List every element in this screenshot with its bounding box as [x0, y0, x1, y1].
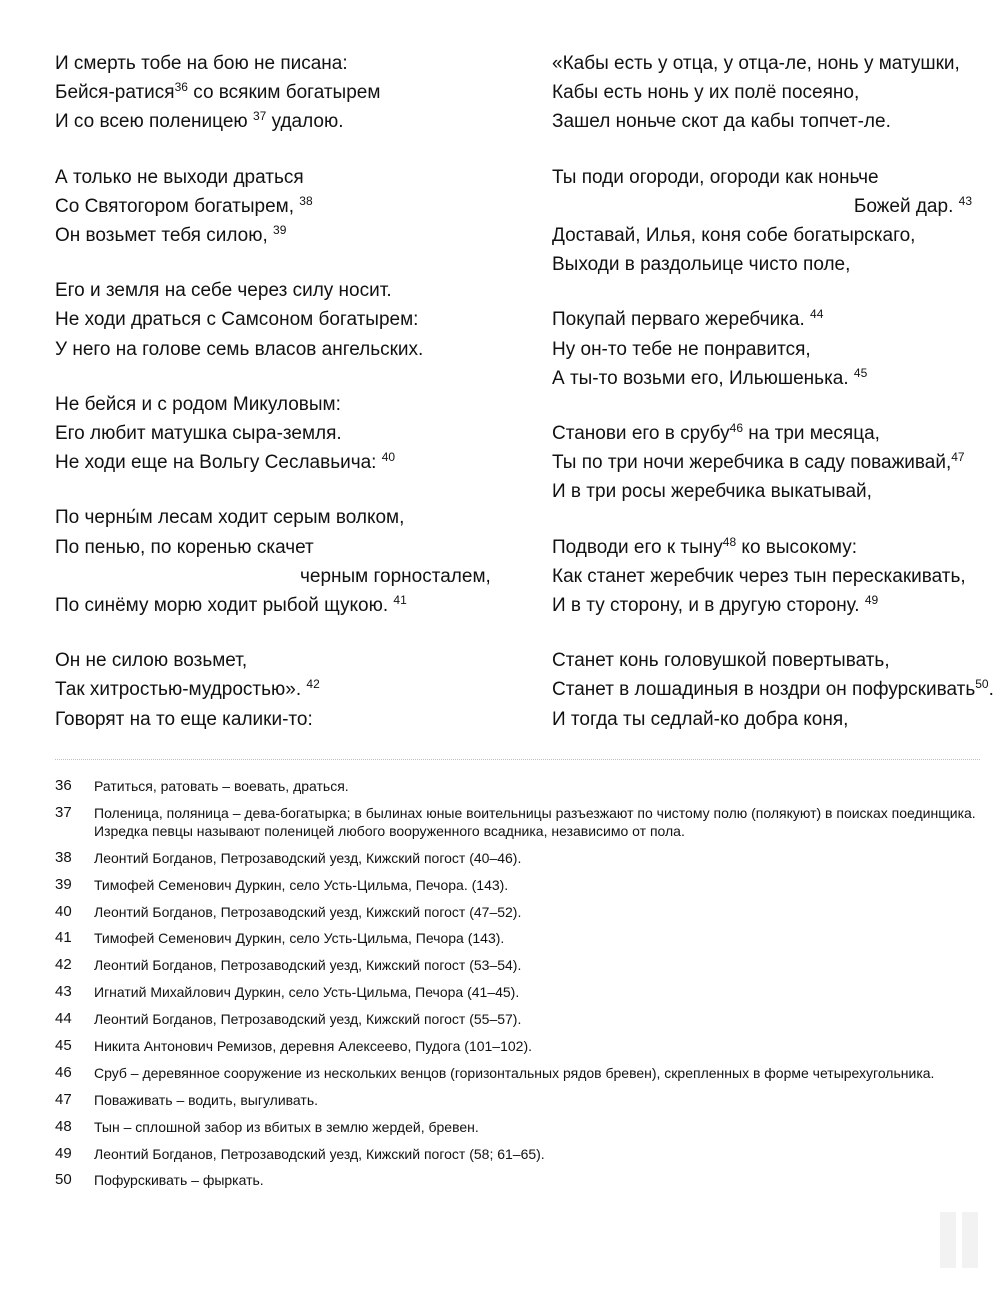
verse-line: [55, 448, 495, 477]
footnote-text: Пофурскивать – фыркать.: [94, 1172, 264, 1189]
stanza: [55, 646, 495, 734]
verse-text: Бейся-ратися: [55, 82, 175, 104]
verse-text: Он не силою возьмет,: [55, 650, 248, 672]
footnote-text: Тимофей Семенович Дуркин, село Усть-Цильма, Печора (143).: [94, 930, 505, 947]
verse-text: Кабы есть нонь у их полё посеяно,: [552, 82, 860, 104]
verse-line: [552, 107, 972, 136]
footnote-ref: 44: [810, 307, 824, 322]
footnote-number: 49: [55, 1144, 72, 1162]
verse-text: Станет в лошадиныя в ноздри он пофурскивать: [552, 679, 976, 701]
footnote-number: 38: [55, 848, 72, 866]
footnote: [55, 903, 985, 921]
footnote-number: 42: [55, 956, 72, 974]
verse-text: Ты по три ночи жеребчика в саду поваживай,: [552, 452, 952, 474]
footnote-text: Тимофей Семенович Дуркин, село Усть-Цильма, Печора. (143).: [94, 876, 509, 893]
stanza: [552, 533, 972, 621]
verse-text: Станови его в срубу: [552, 423, 730, 445]
footnote-ref: 36: [174, 80, 188, 95]
footnotes: [55, 777, 985, 1198]
verse-line: [552, 646, 972, 675]
verse-text: Не ходи драться с Самсоном богатырем:: [55, 309, 419, 331]
verse-text: Как станет жеребчик через тын перескакивать,: [552, 565, 966, 587]
stanza: [552, 305, 972, 393]
verse-line: [55, 305, 495, 334]
footnote-number: 46: [55, 1063, 72, 1081]
verse-line: [55, 646, 495, 675]
footnote: [55, 1010, 985, 1028]
verse-line: [55, 503, 495, 532]
footnote-number: 40: [55, 902, 72, 920]
footnote: [55, 849, 985, 867]
verse-line: [55, 562, 495, 591]
verse-text: Станет конь головушкой повертывать,: [552, 650, 890, 672]
verse-text: Зашел ноньче скот да кабы топчет-ле.: [552, 111, 891, 133]
footnote-ref: 47: [951, 450, 965, 465]
footnote-text: Поленица, поляница – дева-богатырка; в былинах юные воительницы разъезжают по чистому полю (полякуют) в поисках поединщика. Изредка певцы называют поленицей любого вооруженного всадника, независимо от пола.: [94, 804, 976, 839]
footnote-number: 47: [55, 1090, 72, 1108]
verse-text: Говорят на то еще калики-то:: [55, 708, 313, 730]
footnote-ref: 41: [393, 593, 407, 608]
verse-line: [552, 221, 972, 250]
verse-line: [55, 390, 495, 419]
verse-text: Его любит матушка сыра-земля.: [55, 423, 342, 445]
footnote: [55, 777, 985, 795]
verse-line: [55, 335, 495, 364]
verse-line: [55, 591, 495, 620]
verse-line: [552, 335, 972, 364]
verse-line: [552, 419, 972, 448]
footnote-text: Леонтий Богданов, Петрозаводский уезд, Кижский погост (47–52).: [94, 903, 522, 920]
footnote-number: 41: [55, 929, 72, 947]
verse-text: И тогда ты седлай-ко добра коня,: [552, 708, 849, 730]
footnote: [55, 1064, 985, 1082]
verse-line: [55, 192, 495, 221]
verse-line: [55, 675, 495, 704]
verse-text: Он возьмет тебя силою,: [55, 225, 274, 247]
verse-text: Не ходи еще на Вольгу Сеславьича:: [55, 452, 382, 474]
verse-line: [552, 305, 972, 334]
footnote-number: 36: [55, 777, 72, 794]
verse-line: [55, 276, 495, 305]
verse-text: Не бейся и с родом Микуловым:: [55, 393, 341, 415]
verse-text: Так хитростью-мудростью».: [55, 679, 307, 701]
verse-line: [552, 591, 972, 620]
verse-text: удалою.: [266, 111, 344, 133]
footnote: [55, 804, 985, 840]
verse-text: Подводи его к тыну: [552, 536, 723, 558]
verse-text: на три месяца,: [743, 423, 880, 445]
verse-text: Его и земля на себе через силу носит.: [55, 280, 392, 302]
verse-line: [552, 78, 972, 107]
footnote-ref: 45: [853, 365, 868, 380]
verse-text: Ты поди огороди, огороди как ноньче: [552, 166, 879, 188]
footnote-ref: 43: [958, 193, 972, 208]
footnote-text: Поваживать – водить, выгуливать.: [94, 1091, 319, 1108]
verse-text: Доставай, Илья, коня собе богатырскаго,: [552, 225, 916, 247]
verse-text: .: [988, 679, 994, 701]
stanza: [552, 419, 972, 507]
footnote: [55, 1091, 985, 1109]
footnote: [55, 1145, 985, 1163]
verse-line: [552, 705, 972, 734]
verse-text: Со Святогором богатырем,: [55, 195, 300, 217]
verse-text: А только не выходи драться: [55, 166, 304, 188]
verse-text: По синёму морю ходит рыбой щукою.: [55, 595, 394, 617]
verse-text: «Кабы есть у отца, у отца-ле, нонь у матушки,: [552, 53, 960, 74]
verse-text: со всяким богатырем: [187, 82, 381, 104]
poem-column-right: [552, 49, 994, 760]
footnote-ref: 46: [729, 421, 744, 436]
verse-text: И со всею поленицею: [55, 111, 253, 133]
verse-line: [552, 477, 972, 506]
verse-text: По пенью, по коренью скачет: [55, 536, 314, 558]
footnote-ref: 37: [252, 109, 267, 124]
stanza: [55, 276, 495, 364]
footnote-number: 37: [55, 803, 72, 821]
footnote-number: 45: [55, 1037, 72, 1055]
verse-line: [55, 705, 495, 734]
footnote-text: Леонтий Богданов, Петрозаводский уезд, Кижский погост (53–54).: [94, 957, 522, 974]
verse-text: черным горносталем,: [300, 565, 491, 587]
verse-line: [55, 78, 495, 107]
verse-text: Божей дар.: [853, 195, 959, 217]
footnote: [55, 1118, 985, 1136]
verse-line: [552, 675, 994, 704]
verse-line: [552, 533, 972, 562]
footnote-text: Игнатий Михайлович Дуркин, село Усть-Цильма, Печора (41–45).: [94, 984, 520, 1001]
verse-line: [552, 192, 972, 221]
footnote-number: 39: [55, 875, 72, 893]
verse-text: Выходи в раздольице чисто поле,: [552, 254, 851, 276]
verse-text: По черны́м лесам ходит серым волком,: [55, 507, 405, 529]
verse-text: И в ту сторону, и в другую сторону.: [552, 595, 865, 617]
footnote: [55, 929, 985, 947]
verse-text: И в три росы жеребчика выкатывай,: [552, 481, 872, 503]
stanza: [55, 390, 495, 478]
footnote: [55, 1037, 985, 1055]
footnote-text: Леонтий Богданов, Петрозаводский уезд, Кижский погост (58; 61–65).: [94, 1145, 545, 1162]
footnote-text: Тын – сплошной забор из вбитых в землю жердей, бревен.: [94, 1118, 479, 1135]
stanza: [552, 49, 972, 137]
footnote-number: 50: [55, 1171, 72, 1189]
verse-line: [552, 448, 972, 477]
verse-text: У него на голове семь власов ангельских.: [55, 338, 424, 360]
stanza: [55, 49, 495, 137]
footnote-ref: 49: [864, 593, 879, 608]
footnote-ref: 39: [273, 223, 287, 238]
footnote-ref: 38: [299, 193, 313, 208]
footnote-ref: 50: [975, 677, 989, 692]
footnote-text: Никита Антонович Ремизов, деревня Алексеево, Пудога (101–102).: [94, 1038, 532, 1055]
footnote-text: Леонтий Богданов, Петрозаводский уезд, Кижский погост (55–57).: [94, 1011, 522, 1028]
verse-line: [552, 250, 972, 279]
verse-line: [552, 562, 972, 591]
footnote: [55, 983, 985, 1001]
footnote-text: Леонтий Богданов, Петрозаводский уезд, Кижский погост (40–46).: [94, 849, 522, 866]
stanza: [552, 163, 972, 280]
verse-text: А ты-то возьми его, Ильюшенька.: [552, 367, 854, 389]
verse-line: [55, 163, 495, 192]
verse-text: Ну он-то тебе не понравится,: [552, 338, 811, 360]
verse-line: [552, 364, 972, 393]
stanza: [552, 646, 994, 734]
footnote-separator: [55, 759, 980, 760]
footnote-text: Сруб – деревянное сооружение из нескольких венцов (горизонтальных рядов бревен), скрепленных в форме четырехугольника.: [94, 1064, 935, 1081]
footnote-ref: 42: [306, 677, 320, 692]
footnote: [55, 876, 985, 894]
footnote-number: 43: [55, 983, 72, 1001]
footnote-text: Ратиться, ратовать – воевать, драться.: [94, 778, 349, 794]
verse-line: [55, 419, 495, 448]
verse-line: [55, 107, 495, 136]
stanza: [55, 503, 495, 620]
page-number-watermark: [938, 1212, 980, 1268]
stanza: [55, 163, 495, 251]
verse-text: И смерть тобе на бою не писана:: [55, 53, 348, 74]
poem-column-left: [55, 49, 495, 760]
footnote: [55, 956, 985, 974]
footnote-number: 44: [55, 1010, 72, 1028]
verse-text: ко высокому:: [736, 536, 857, 558]
verse-line: [552, 49, 972, 78]
verse-line: [55, 221, 495, 250]
verse-line: [55, 533, 495, 562]
footnote: [55, 1171, 985, 1189]
verse-line: [55, 49, 495, 78]
verse-line: [552, 163, 972, 192]
footnote-number: 48: [55, 1117, 72, 1135]
footnote-ref: 40: [381, 450, 396, 465]
footnote-ref: 48: [722, 534, 737, 549]
verse-text: Покупай перваго жеребчика.: [552, 309, 811, 331]
